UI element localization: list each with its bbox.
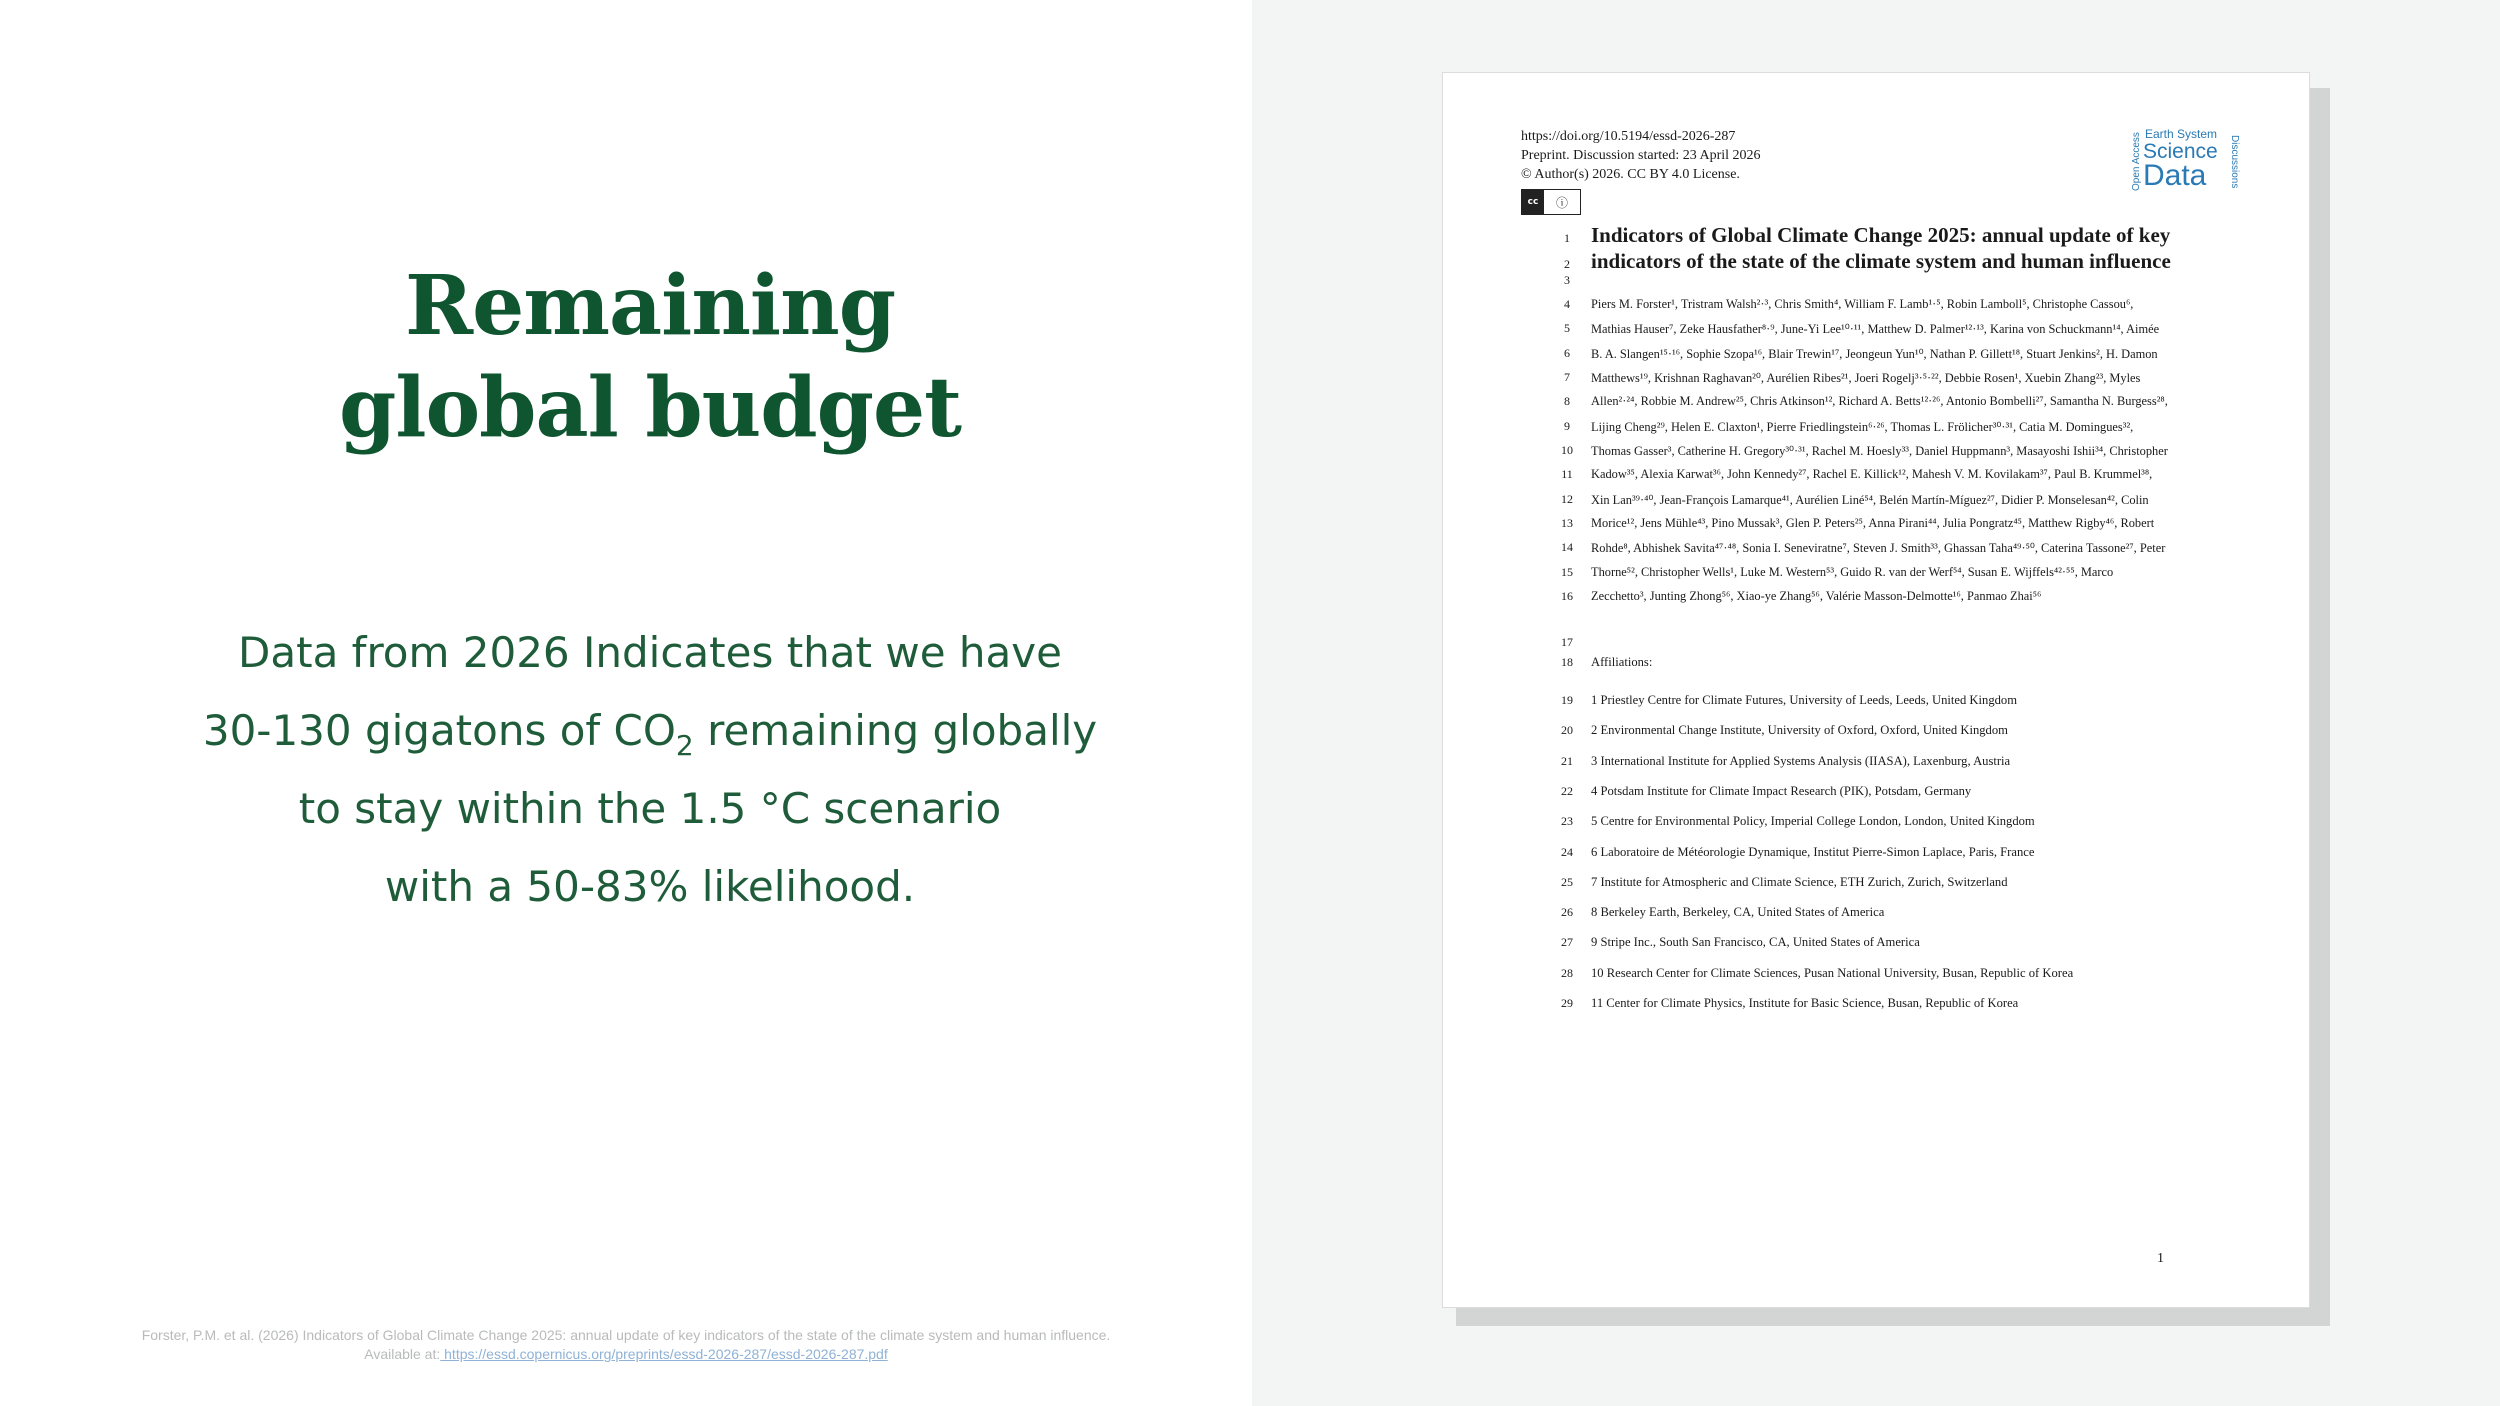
citation [0, 1326, 1252, 1364]
slide-title [0, 255, 1300, 459]
author-line-text: Lijing Cheng²⁹, Helen E. Claxton¹, Pierre Friedlingstein⁶·²⁶, Thomas L. Frölicher³⁰·³¹, Catia M. Domingues³², [1591, 419, 2134, 434]
page-number: 1 [2157, 1251, 2164, 1266]
author-line-text: Rohde⁸, Abhishek Savita⁴⁷·⁴⁸, Sonia I. Seneviratne⁷, Steven J. Smith³³, Ghassan Taha⁴⁹·⁵⁰, Caterina Tassone²⁷, Peter [1591, 541, 2166, 556]
paper-title-line-text: indicators of the state of the climate system and human influence [1591, 249, 2171, 273]
affiliation-line-text: 9 Stripe Inc., South San Francisco, CA, United States of America [1591, 935, 1920, 950]
line-number: 17 [1561, 635, 1573, 649]
author-line-text: Piers M. Forster¹, Tristram Walsh²·³, Chris Smith⁴, William F. Lamb¹·⁵, Robin Lamboll⁵, Christophe Cassou⁶, [1591, 297, 2134, 311]
line-number: 28 [1561, 965, 1573, 980]
line-number: 12 [1561, 491, 1573, 506]
line-number: 23 [1561, 814, 1573, 829]
author-line-text: Morice¹², Jens Mühle⁴³, Pino Mussak³, Glen P. Peters²⁵, Anna Pirani⁴⁴, Julia Pongratz⁴⁵, Matthew Rigby⁴⁶, Robert [1591, 515, 2155, 530]
paper-meta [1521, 127, 1761, 184]
author-line-text: B. A. Slangen¹⁵·¹⁶, Sophie Szopa¹⁶, Blair Trewin¹⁷, Jeongeun Yun¹⁰, Nathan P. Gillett¹⁸, Stuart Jenkins², H. Damon [1591, 346, 2158, 361]
line-number: 7 [1564, 369, 1570, 384]
affiliation-line-text: 6 Laboratoire de Météorologie Dynamique, Institut Pierre-Simon Laplace, Paris, France [1591, 844, 2035, 859]
paper-doi[interactable]: https://doi.org/10.5194/essd-2026-287 [1521, 129, 1736, 144]
journal-logo-science: Science [2143, 140, 2218, 163]
citation-available-label: Available at: [364, 1346, 441, 1362]
line-number: 8 [1564, 394, 1570, 409]
line-number: 3 [1564, 273, 1570, 287]
line-number: 15 [1561, 564, 1573, 579]
citation-text: Forster, P.M. et al. (2026) Indicators of Global Climate Change 2025: annual update of key indicators of the state of the climate system and human influence. [141, 1327, 1111, 1343]
line-number: 24 [1561, 844, 1573, 859]
slide-title-line: Remaining [404, 258, 896, 354]
line-number: 19 [1561, 693, 1573, 707]
line-number: 10 [1561, 442, 1573, 457]
line-number: 20 [1561, 723, 1573, 738]
citation-link[interactable]: https://essd.copernicus.org/preprints/essd-2026-287/essd-2026-287.pdf [440, 1346, 888, 1362]
line-number: 11 [1561, 467, 1573, 482]
line-number: 1 [1564, 231, 1570, 245]
journal-logo-open-access: Open Access [2131, 132, 2142, 192]
line-number: 14 [1561, 540, 1573, 555]
line-number: 9 [1564, 418, 1570, 433]
cc-icon: cc [1522, 190, 1544, 214]
journal-logo-earth-system: Earth System [2145, 127, 2218, 141]
body-line: with a 50-83% likelihood. [384, 862, 916, 911]
affiliation-line-text: 1 Priestley Centre for Climate Futures, University of Leeds, Leeds, United Kingdom [1591, 693, 2018, 707]
body-co2-subscript: 2 [675, 729, 694, 762]
journal-logo-data: Data [2143, 159, 2207, 192]
body-line [0, 692, 1300, 770]
affiliation-line-text: 8 Berkeley Earth, Berkeley, CA, United States of America [1591, 905, 1885, 920]
line-number: 29 [1561, 996, 1573, 1010]
line-number: 27 [1561, 935, 1573, 950]
author-line-text: Matthews¹⁹, Krishnan Raghavan²⁰, Aurélien Ribes²¹, Joeri Rogelj³·⁵·²², Debbie Rosen¹, Xuebin Zhang²³, Myles [1591, 370, 2141, 385]
affiliation-header-line-text: Affiliations: [1591, 655, 1653, 669]
paper-preprint-date: Preprint. Discussion started: 23 April 2026 [1521, 148, 1761, 163]
line-number: 6 [1564, 345, 1570, 360]
line-number: 16 [1561, 588, 1573, 603]
citation-availability [0, 1345, 1252, 1364]
body-line: Data from 2026 Indicates that we have [238, 628, 1062, 677]
line-number: 22 [1561, 783, 1573, 798]
line-number: 5 [1564, 321, 1570, 336]
body-co2-prefix: 30-130 gigatons of CO [202, 706, 676, 755]
affiliation-line-text: 7 Institute for Atmospheric and Climate Science, ETH Zurich, Zurich, Switzerland [1591, 874, 2008, 889]
line-number: 18 [1561, 655, 1573, 669]
line-number: 4 [1564, 297, 1570, 311]
author-line-text: Thorne⁵², Christopher Wells¹, Luke M. Western⁵³, Guido R. van der Werf⁵⁴, Susan E. Wijffels⁴²·⁵⁵, Marco [1591, 564, 2114, 579]
body-co2-suffix: remaining globally [693, 706, 1098, 755]
author-line-text: Xin Lan³⁹·⁴⁰, Jean-François Lamarque⁴¹, Aurélien Liné⁵⁴, Belén Martín-Míguez²⁷, Didier P. Monselesan⁴², Colin [1591, 492, 2149, 507]
author-line-text: Allen²·²⁴, Robbie M. Andrew²⁵, Chris Atkinson¹², Richard A. Betts¹²·²⁶, Antonio Bombelli²⁷, Samantha N. Burgess²⁸, [1591, 394, 2168, 409]
paper-copyright: © Author(s) 2026. CC BY 4.0 License. [1521, 167, 1740, 182]
cc-by-icon: ⓘ [1555, 195, 1568, 210]
journal-logo [2131, 125, 2251, 203]
line-number: 2 [1564, 257, 1570, 271]
body-line: to stay within the 1.5 °C scenario [298, 784, 1002, 833]
author-line-text: Kadow³⁵, Alexia Karwat³⁶, John Kennedy²⁷, Rachel E. Killick¹², Mahesh V. M. Kovilakam³⁷, Paul B. Krummel³⁸, [1591, 467, 2153, 482]
affiliation-line-text: 3 International Institute for Applied Systems Analysis (IIASA), Laxenburg, Austria [1591, 753, 2011, 768]
journal-logo-discussions: Discussions [2229, 135, 2240, 189]
author-line-text: Mathias Hauser⁷, Zeke Hausfather⁸·⁹, June-Yi Lee¹⁰·¹¹, Matthew D. Palmer¹²·¹³, Karina von Schuckmann¹⁴, Aimée [1591, 322, 2160, 337]
author-line-text: Zecchetto³, Junting Zhong⁵⁶, Xiao-ye Zhang⁵⁶, Valérie Masson-Delmotte¹⁶, Panmao Zhai⁵⁶ [1591, 588, 2042, 603]
affiliation-line-text: 2 Environmental Change Institute, University of Oxford, Oxford, United Kingdom [1591, 723, 2008, 738]
slide-body-text [0, 614, 1300, 926]
affiliation-line-text: 4 Potsdam Institute for Climate Impact Research (PIK), Potsdam, Germany [1591, 783, 1972, 798]
line-number: 26 [1561, 905, 1573, 920]
line-number: 13 [1561, 515, 1573, 530]
affiliation-line-text: 11 Center for Climate Physics, Institute for Basic Science, Busan, Republic of Korea [1591, 996, 2019, 1010]
affiliation-line-text: 10 Research Center for Climate Sciences, Pusan National University, Busan, Republic of Korea [1591, 965, 2074, 980]
line-number: 21 [1561, 753, 1573, 768]
author-line-text: Thomas Gasser³, Catherine H. Gregory³⁰·³¹, Rachel M. Hoesly³³, Daniel Huppmann³, Masayoshi Ishii³⁴, Christopher [1591, 443, 2168, 458]
paper-title-line-text: Indicators of Global Climate Change 2025: annual update of key [1591, 223, 2171, 247]
line-number: 25 [1561, 874, 1573, 889]
paper-first-page [1442, 72, 2310, 1308]
cc-license-badge [1521, 189, 1581, 215]
slide-title-line: global budget [338, 360, 962, 456]
affiliation-line-text: 5 Centre for Environmental Policy, Imperial College London, London, United Kingdom [1591, 814, 2035, 829]
